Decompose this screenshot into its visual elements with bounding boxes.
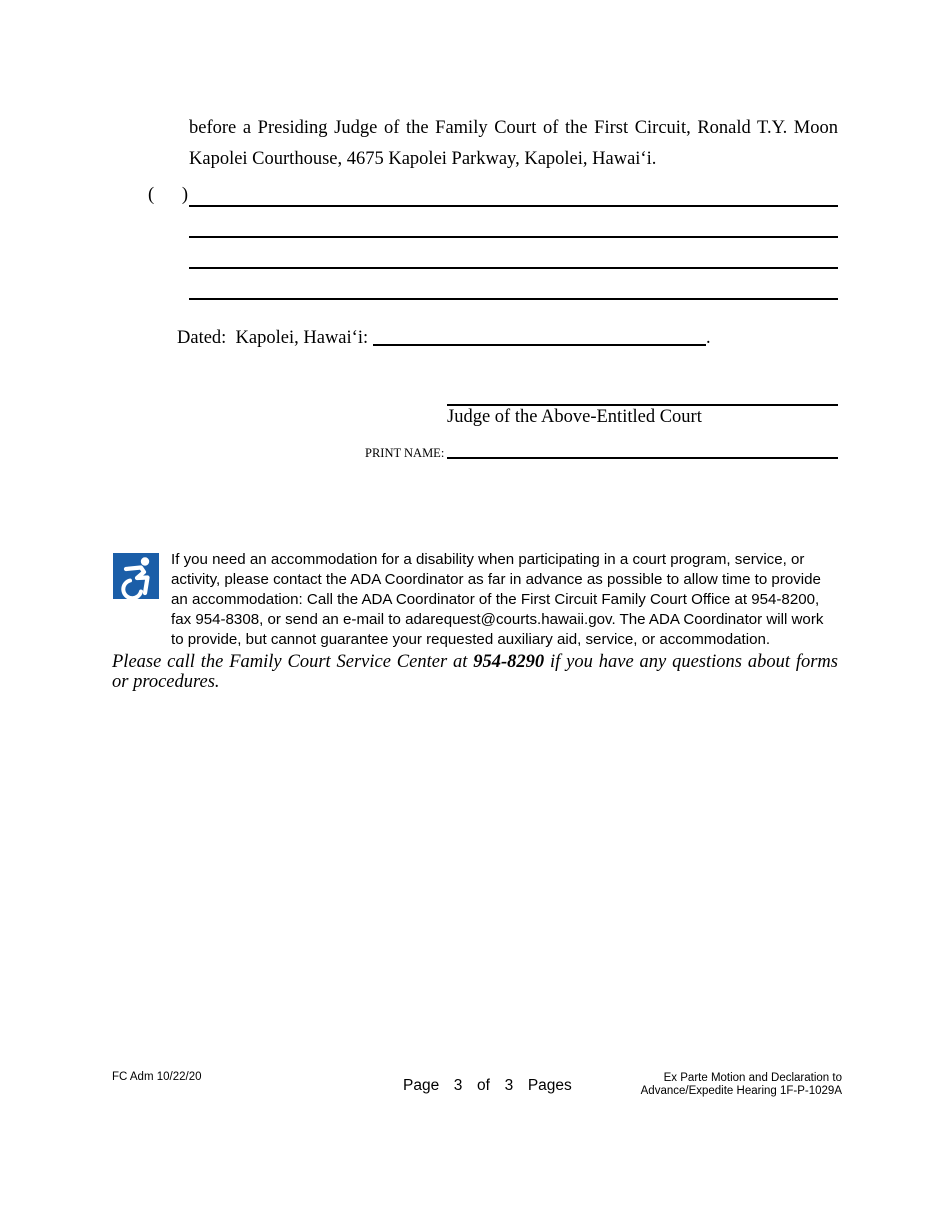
footer-form-code: FC Adm 10/22/20 xyxy=(112,1071,202,1083)
service-center-phone: 954-8290 xyxy=(473,652,545,672)
print-name-label: PRINT NAME: xyxy=(365,446,445,460)
footer-page-number: Page 3 of 3 Pages xyxy=(403,1077,572,1094)
accessibility-icon xyxy=(113,553,159,599)
fill-in-line-3[interactable] xyxy=(189,267,838,269)
judge-signature-line[interactable] xyxy=(447,404,838,406)
service-center-text-after: if you have any questions about forms or procedures. xyxy=(112,652,838,692)
ada-notice-text: If you need an accommodation for a disability when participating in a court program, service, or activity, please contact the ADA Coordinator as far in advance as possible to allow time to provide an accommodation: Call the ADA Coordinator of the First Circuit Family Court Office at 954-8200, fax 954-8308, or send an e-mail to adarequest@courts.hawaii.gov. The ADA Coordinator will work to provide, but cannot guarantee your requested auxiliary aid, service, or accommodation. xyxy=(171,551,824,648)
dated-label: Dated: Kapolei, Hawai‘i: xyxy=(177,328,369,348)
intro-paragraph: before a Presiding Judge of the Family Court of the First Circuit, Ronald T.Y. Moon Kapolei Courthouse, 4675 Kapolei Parkway, Kapolei, Hawai‘i. xyxy=(189,118,838,169)
print-name-line[interactable] xyxy=(447,457,838,459)
service-center-text-before: Please call the Family Court Service Center at xyxy=(112,652,474,672)
fill-in-line-1[interactable] xyxy=(189,205,838,207)
fill-in-line-2[interactable] xyxy=(189,236,838,238)
judge-signature-label: Judge of the Above-Entitled Court xyxy=(447,407,702,427)
option-checkbox[interactable]: ( ) xyxy=(148,185,189,205)
footer-form-title xyxy=(641,1072,842,1098)
footer-title-line-1: Ex Parte Motion and Declaration to xyxy=(663,1072,842,1084)
service-center-note xyxy=(112,652,838,692)
accessibility-icon-background xyxy=(113,553,159,599)
dated-field-line[interactable] xyxy=(373,344,706,346)
footer-title-line-2: Advance/Expedite Hearing 1F-P-1029A xyxy=(640,1085,842,1097)
dated-period: . xyxy=(706,328,711,348)
fill-in-line-4[interactable] xyxy=(189,298,838,300)
